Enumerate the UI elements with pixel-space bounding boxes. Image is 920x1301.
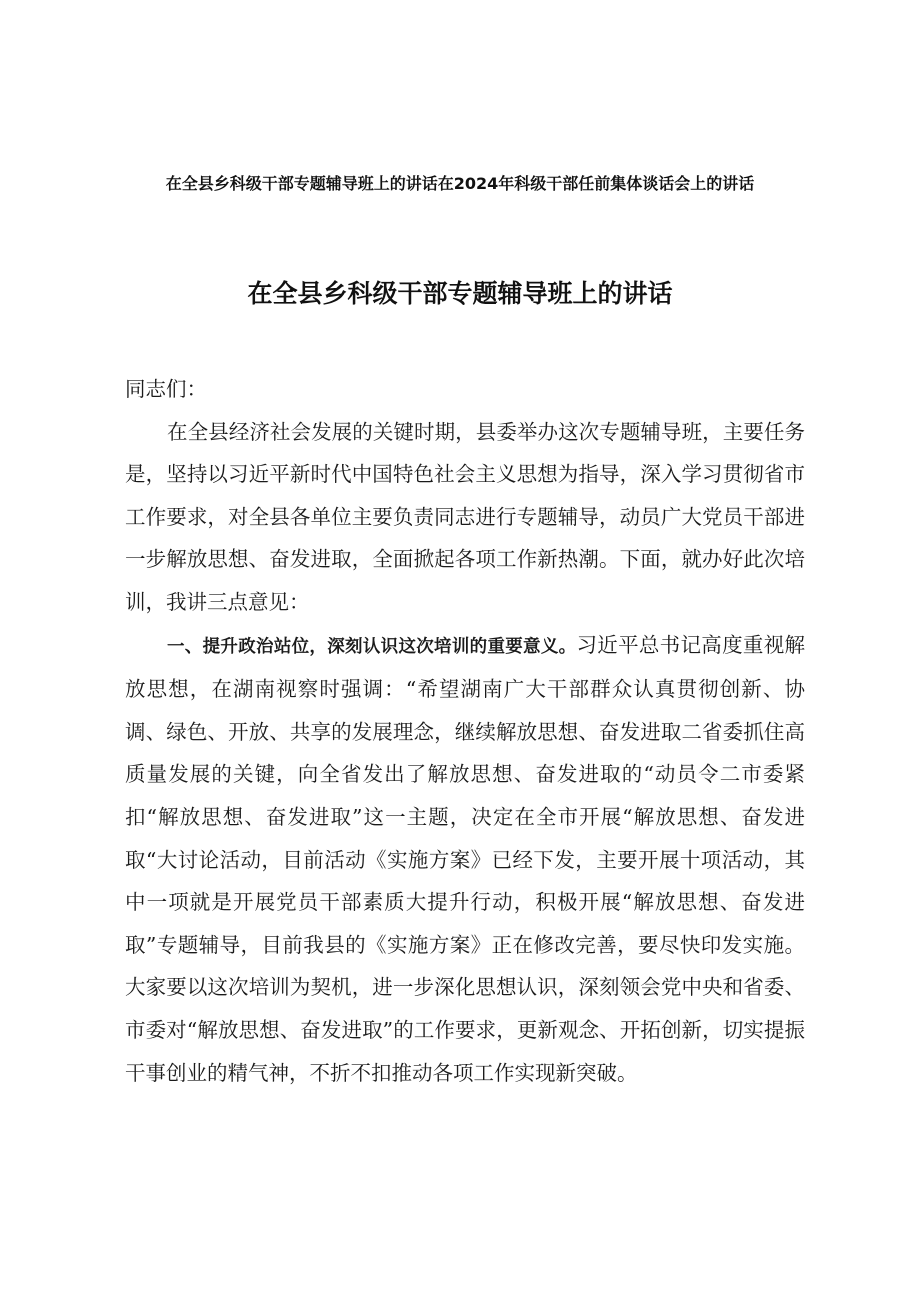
paragraph-section-1 bbox=[125, 624, 805, 1095]
paragraph-text: 习近平总书记高度重视解放思想，在湖南视察时强调：“希望湖南广大干部群众认真贯彻创新、协调、绿色、开放、共享的发展理念，继续解放思想、奋发进取二省委抓住高质量发展的关键，向全省发出了解放思想、奋发进取的“动员令二市委紧扣“解放思想、奋发进取”这一主题，决定在全市开展“解放思想、奋发进取“大讨论活动，目前活动《实施方案》已经下发，主要开展十项活动，其中一项就是开展党员干部素质大提升行动，积极开展“解放思想、奋发进取”专题辅导，目前我县的《实施方案》正在修改完善，要尽快印发实施。大家要以这次培训为契机，进一步深化思想认识，深刻领会党中央和省委、市委对“解放思想、奋发进取”的工作要求，更新观念、开拓创新，切实提振干事创业的精气神，不折不扣推动各项工作实现新突破。 bbox=[125, 632, 805, 1085]
paragraph-text: 在全县经济社会发展的关键时期，县委举办这次专题辅导班，主要任务是，坚持以习近平新时代中国特色社会主义思想为指导，深入学习贯彻省市工作要求，对全县各单位主要负责同志进行专题辅导，动员广大党员干部进一步解放思想、奋发进取，全面掀起各项工作新热潮。下面，就办好此次培训，我讲三点意见： bbox=[125, 419, 805, 614]
document-title: 在全县乡科级干部专题辅导班上的讲话 bbox=[247, 279, 673, 308]
document-header: 在全县乡科级干部专题辅导班上的讲话在2024年科级干部任前集体谈话会上的讲话 bbox=[165, 174, 755, 193]
section-heading: 一、提升政治站位，深刻认识这次培训的重要意义。 bbox=[167, 636, 577, 657]
paragraph-intro bbox=[125, 411, 805, 624]
salutation: 同志们： bbox=[125, 377, 207, 401]
document-body bbox=[125, 368, 805, 1094]
